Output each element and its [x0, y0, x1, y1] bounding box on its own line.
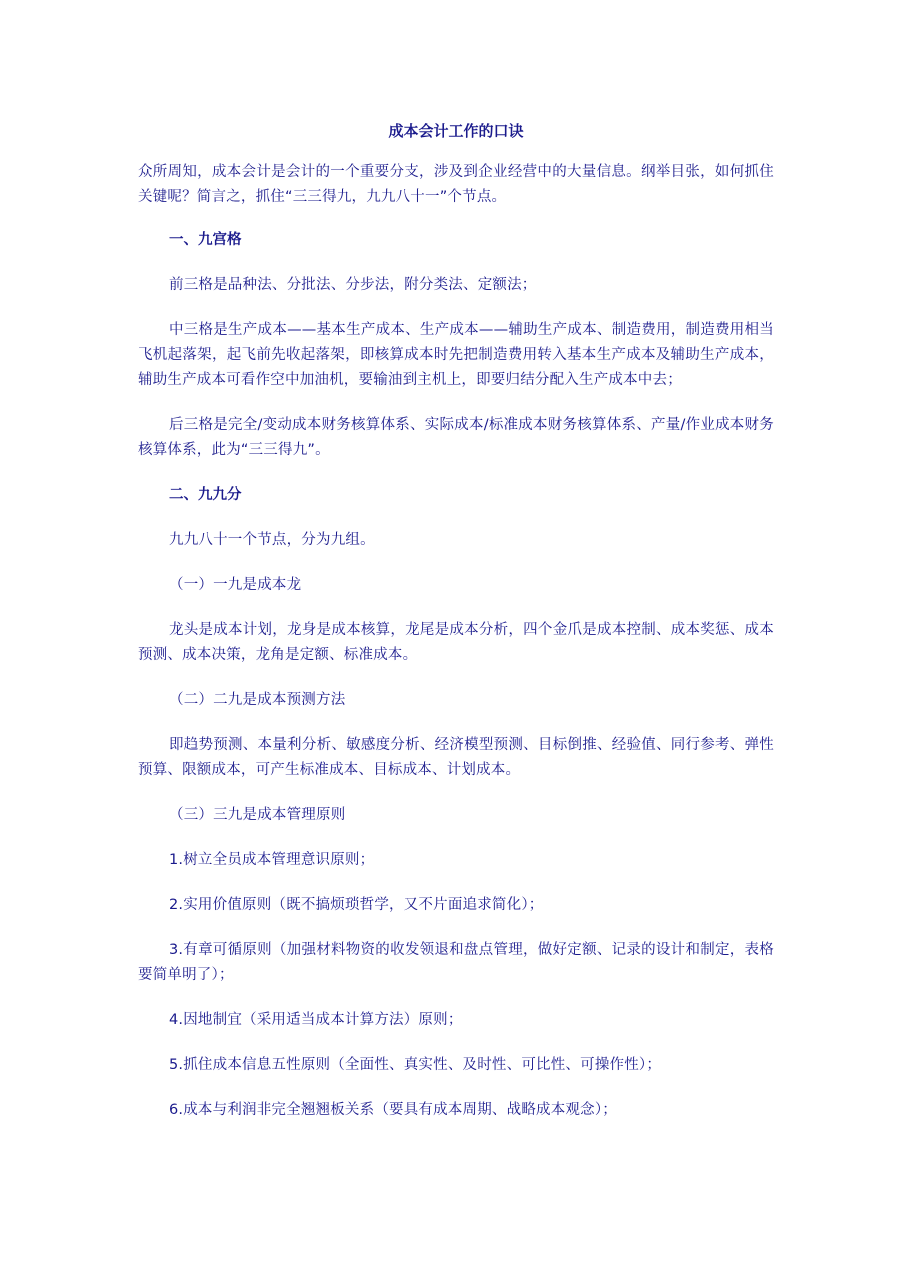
list-item: 1.树立全员成本管理意识原则； [169, 852, 375, 868]
list-item: 5.抓住成本信息五性原则（全面性、真实性、及时性、可比性、可操作性）； [169, 1057, 662, 1073]
section1-paragraph-3: 后三格是完全/变动成本财务核算体系、实际成本/标准成本财务核算体系、产量/作业成本财务核算体系，此为“三三得九”。 [138, 417, 774, 458]
section1-paragraph-1: 前三格是品种法、分批法、分步法，附分类法、定额法； [169, 277, 537, 293]
list-item: 4.因地制宜（采用适当成本计算方法）原则； [169, 1012, 463, 1028]
list-item: 2.实用价值原则（既不搞烦琐哲学，又不片面追求简化）； [169, 897, 544, 913]
list-item: 3.有章可循原则（加强材料物资的收发领退和盘点管理，做好定额、记录的设计和制定，表格要简单明了）； [138, 942, 774, 983]
section2-paragraph-1: 九九八十一个节点，分为九组。 [169, 532, 375, 548]
group2-title: （二）二九是成本预测方法 [169, 692, 346, 708]
document-page [138, 118, 774, 1143]
section1-paragraph-2: 中三格是生产成本——基本生产成本、生产成本——辅助生产成本、制造费用，制造费用相当飞机起落架，起飞前先收起落架，即核算成本时先把制造费用转入基本生产成本及辅助生产成本，辅助生产成本可看作空中加油机，要输油到主机上，即要归结分配入生产成本中去； [138, 322, 774, 388]
section-heading-1: 一、九宫格 [169, 232, 242, 248]
list-item: 6.成本与利润非完全翘翘板关系（要具有成本周期、战略成本观念）； [169, 1102, 617, 1118]
group1-title: （一）一九是成本龙 [169, 577, 302, 593]
group2-text: 即趋势预测、本量利分析、敏感度分析、经济模型预测、目标倒推、经验值、同行参考、弹性预算、限额成本，可产生标准成本、目标成本、计划成本。 [138, 737, 774, 778]
section-heading-2: 二、九九分 [169, 487, 242, 503]
document-title: 成本会计工作的口诀 [388, 122, 524, 140]
group1-text: 龙头是成本计划，龙身是成本核算，龙尾是成本分析，四个金爪是成本控制、成本奖惩、成本预测、成本决策，龙角是定额、标准成本。 [138, 622, 774, 663]
intro-paragraph: 众所周知，成本会计是会计的一个重要分支，涉及到企业经营中的大量信息。纲举目张，如何抓住关键呢？简言之，抓住“三三得九，九九八十一”个节点。 [138, 164, 774, 205]
group3-title: （三）三九是成本管理原则 [169, 807, 346, 823]
